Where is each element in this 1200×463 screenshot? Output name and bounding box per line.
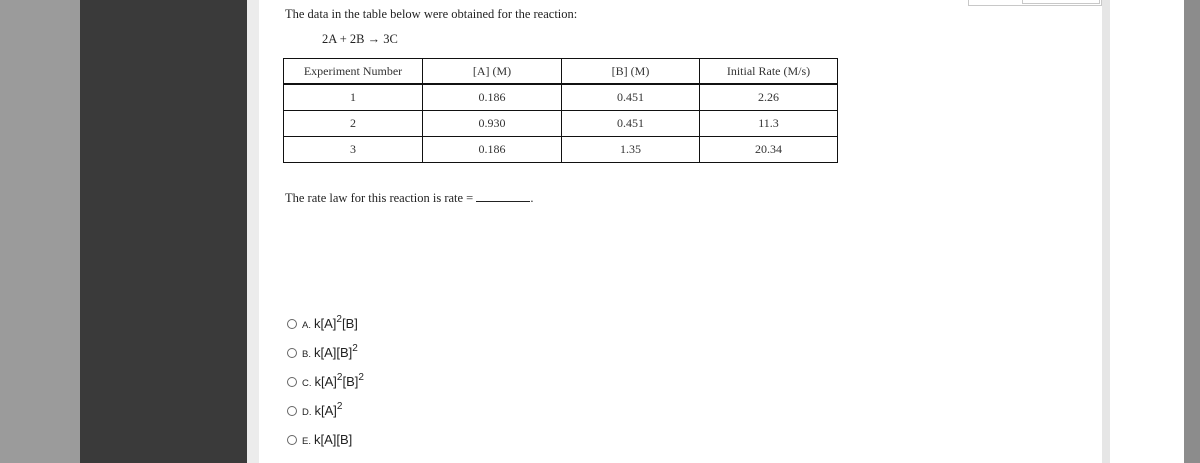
- answer-blank: [476, 190, 530, 202]
- radio-button[interactable]: [287, 319, 297, 329]
- option-expression: k[A][B]: [313, 432, 353, 447]
- radio-button[interactable]: [287, 377, 297, 387]
- option-expression: $k[A]^2[B]^2$: [314, 372, 364, 389]
- table-cell: 0.451: [562, 84, 700, 111]
- option-d[interactable]: [287, 399, 364, 422]
- left-gutter: [0, 0, 80, 463]
- option-c[interactable]: [287, 370, 364, 393]
- right-margin: [1110, 0, 1184, 463]
- rate-law-end: .: [530, 191, 534, 205]
- radio-button[interactable]: [287, 348, 297, 358]
- table-row: [284, 137, 838, 163]
- option-letter: E.: [302, 436, 311, 447]
- column-header: Initial Rate (M/s): [700, 59, 838, 85]
- table-cell: 2: [284, 111, 423, 137]
- table-cell: 0.186: [423, 84, 562, 111]
- option-letter: A.: [302, 320, 311, 331]
- table-cell: 0.451: [562, 111, 700, 137]
- table-cell: 3: [284, 137, 423, 163]
- panel-divider: [247, 0, 259, 463]
- option-letter: C.: [302, 378, 312, 389]
- answer-options: [287, 312, 364, 457]
- side-panel: [80, 0, 247, 463]
- table-cell: 0.186: [423, 137, 562, 163]
- option-expression: $k[A]^2$: [314, 401, 343, 418]
- data-table: [283, 58, 838, 163]
- column-header: Experiment Number: [284, 59, 423, 85]
- option-expression: $k[A][B]^2$: [313, 343, 358, 360]
- top-toolbar-widget[interactable]: [968, 0, 1102, 6]
- column-header: [B] (M): [562, 59, 700, 85]
- table-cell: 0.930: [423, 111, 562, 137]
- option-letter: D.: [302, 407, 312, 418]
- radio-button[interactable]: [287, 406, 297, 416]
- option-expression: $k[A]^2[B]$: [313, 314, 358, 331]
- page-border: [1102, 0, 1110, 463]
- option-e[interactable]: [287, 428, 364, 451]
- vertical-scrollbar[interactable]: [1184, 0, 1200, 463]
- table-row: [284, 111, 838, 137]
- rate-law-prompt: [285, 190, 533, 206]
- reaction-equation: 2A + 2B → 3C: [322, 32, 398, 46]
- table-row: [284, 84, 838, 111]
- option-b[interactable]: [287, 341, 364, 364]
- question-intro: The data in the table below were obtained for the reaction:: [285, 7, 578, 21]
- option-a[interactable]: [287, 312, 364, 335]
- table-cell: 1: [284, 84, 423, 111]
- table-header-row: [284, 59, 838, 85]
- toolbar-tab[interactable]: [1022, 0, 1100, 4]
- radio-button[interactable]: [287, 435, 297, 445]
- table-cell: 2.26: [700, 84, 838, 111]
- table-cell: 20.34: [700, 137, 838, 163]
- table-cell: 11.3: [700, 111, 838, 137]
- column-header: [A] (M): [423, 59, 562, 85]
- option-letter: B.: [302, 349, 311, 360]
- rate-law-text: The rate law for this reaction is rate =: [285, 191, 474, 205]
- table-cell: 1.35: [562, 137, 700, 163]
